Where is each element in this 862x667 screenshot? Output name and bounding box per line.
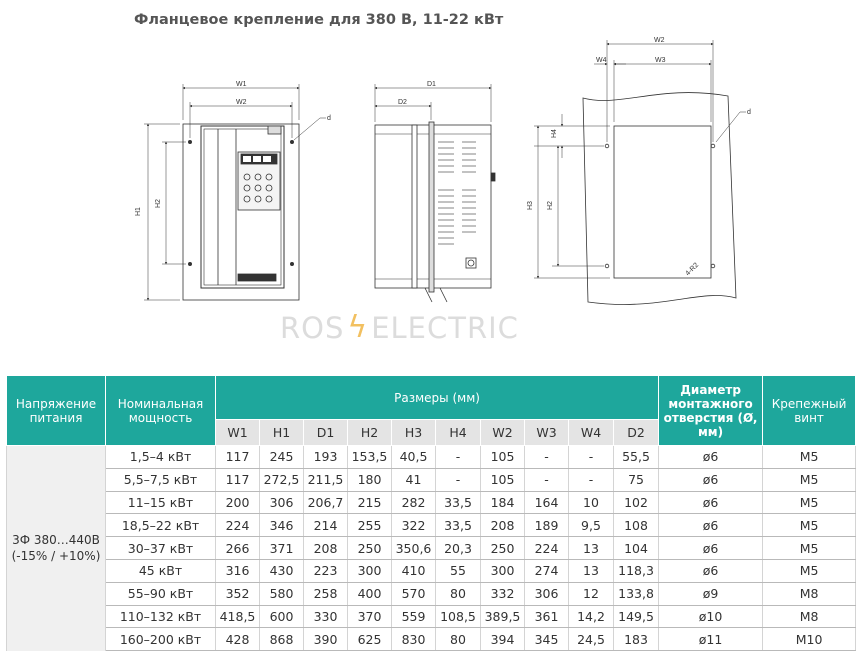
header-screw: Крепежный винт xyxy=(763,376,856,446)
table-row xyxy=(7,605,856,628)
screw-cell: M10 xyxy=(763,628,856,651)
label-h3: H3 xyxy=(527,201,534,210)
dim-cell-h1: 306 xyxy=(260,491,304,514)
dim-cell-w4: 13 xyxy=(569,559,614,582)
dim-cell-h3: 282 xyxy=(392,491,436,514)
dim-cell-h2: 153,5 xyxy=(348,446,392,469)
dim-cell-d1: 208 xyxy=(304,537,348,560)
diameter-cell: ø10 xyxy=(659,605,763,628)
dim-cell-w4: 9,5 xyxy=(569,514,614,537)
label-d1: D1 xyxy=(427,81,436,88)
dim-cell-w1: 316 xyxy=(216,559,260,582)
side-dimensions xyxy=(375,84,491,122)
dim-cell-d2: 104 xyxy=(614,537,659,560)
dim-cell-d2: 149,5 xyxy=(614,605,659,628)
dim-cell-h4: - xyxy=(436,446,481,469)
dim-header-w2: W2 xyxy=(481,420,525,446)
diameter-cell: ø11 xyxy=(659,628,763,651)
dim-cell-h3: 41 xyxy=(392,468,436,491)
dim-cell-w3: 306 xyxy=(525,582,569,605)
power-cell: 45 кВт xyxy=(106,559,216,582)
dim-cell-w3: 164 xyxy=(525,491,569,514)
watermark-left: ROS xyxy=(280,310,345,345)
label-w4: W4 xyxy=(596,57,607,64)
dim-cell-d1: 193 xyxy=(304,446,348,469)
dim-cell-h4: 33,5 xyxy=(436,514,481,537)
dim-header-w3: W3 xyxy=(525,420,569,446)
diameter-cell: ø6 xyxy=(659,537,763,560)
dim-cell-h4: 55 xyxy=(436,559,481,582)
page-title: Фланцевое крепление для 380 В, 11-22 кВт xyxy=(134,12,504,28)
table-row xyxy=(7,491,856,514)
screw-cell: M5 xyxy=(763,491,856,514)
power-cell: 5,5–7,5 кВт xyxy=(106,468,216,491)
dim-cell-h2: 400 xyxy=(348,582,392,605)
screw-cell: M8 xyxy=(763,605,856,628)
dim-cell-h1: 430 xyxy=(260,559,304,582)
voltage-group-cell: 3Ф 380…440В (-15% / +10%) xyxy=(7,446,106,651)
diameter-cell: ø6 xyxy=(659,468,763,491)
watermark-right: ELECTRIC xyxy=(371,310,519,345)
header-power: Номинальная мощность xyxy=(106,376,216,446)
label-d-cutout: d xyxy=(747,109,751,116)
header-sizes: Размеры (мм) xyxy=(216,376,659,420)
dim-cell-h1: 580 xyxy=(260,582,304,605)
dim-cell-w4: 10 xyxy=(569,491,614,514)
table-row xyxy=(7,446,856,469)
dim-cell-w4: - xyxy=(569,446,614,469)
label-corner-radius: 4-R2 xyxy=(684,261,701,278)
dim-cell-h4: 80 xyxy=(436,582,481,605)
dim-cell-h4: - xyxy=(436,468,481,491)
dim-header-h2: H2 xyxy=(348,420,392,446)
dim-cell-d2: 55,5 xyxy=(614,446,659,469)
dim-cell-h3: 559 xyxy=(392,605,436,628)
dim-cell-d1: 258 xyxy=(304,582,348,605)
dim-cell-h1: 272,5 xyxy=(260,468,304,491)
dim-cell-w3: 224 xyxy=(525,537,569,560)
dim-cell-h3: 830 xyxy=(392,628,436,651)
power-cell: 1,5–4 кВт xyxy=(106,446,216,469)
dim-cell-d2: 133,8 xyxy=(614,582,659,605)
screw-cell: M8 xyxy=(763,582,856,605)
dim-cell-d1: 390 xyxy=(304,628,348,651)
table-row xyxy=(7,559,856,582)
dim-cell-d2: 108 xyxy=(614,514,659,537)
side-view xyxy=(375,122,495,302)
label-h4: H4 xyxy=(551,129,558,138)
screw-cell: M5 xyxy=(763,446,856,469)
dim-header-w1: W1 xyxy=(216,420,260,446)
dim-cell-w1: 418,5 xyxy=(216,605,260,628)
dim-cell-d1: 223 xyxy=(304,559,348,582)
screw-cell: M5 xyxy=(763,514,856,537)
label-h2-cutout: H2 xyxy=(547,201,554,210)
diameter-cell: ø6 xyxy=(659,446,763,469)
dim-cell-d1: 214 xyxy=(304,514,348,537)
dim-cell-w1: 266 xyxy=(216,537,260,560)
dim-cell-h3: 570 xyxy=(392,582,436,605)
dim-cell-h3: 322 xyxy=(392,514,436,537)
dim-cell-w2: 105 xyxy=(481,446,525,469)
watermark xyxy=(280,310,519,345)
dim-cell-d1: 330 xyxy=(304,605,348,628)
screw-cell: M5 xyxy=(763,559,856,582)
label-d2: D2 xyxy=(398,99,407,106)
dim-cell-d2: 183 xyxy=(614,628,659,651)
power-cell: 160–200 кВт xyxy=(106,628,216,651)
dim-header-d1: D1 xyxy=(304,420,348,446)
diameter-cell: ø6 xyxy=(659,559,763,582)
dim-cell-w4: 13 xyxy=(569,537,614,560)
dim-cell-d2: 118,3 xyxy=(614,559,659,582)
dim-cell-d1: 211,5 xyxy=(304,468,348,491)
dim-cell-h2: 370 xyxy=(348,605,392,628)
front-view xyxy=(183,124,299,300)
dim-cell-h2: 300 xyxy=(348,559,392,582)
dim-cell-w4: 24,5 xyxy=(569,628,614,651)
diameter-cell: ø6 xyxy=(659,491,763,514)
dim-cell-w4: 14,2 xyxy=(569,605,614,628)
power-cell: 18,5–22 кВт xyxy=(106,514,216,537)
dim-cell-w3: 274 xyxy=(525,559,569,582)
power-cell: 55–90 кВт xyxy=(106,582,216,605)
dim-cell-w2: 105 xyxy=(481,468,525,491)
table-row xyxy=(7,628,856,651)
screw-cell: M5 xyxy=(763,537,856,560)
header-voltage: Напряжение питания xyxy=(7,376,106,446)
dim-cell-h4: 33,5 xyxy=(436,491,481,514)
label-h1: H1 xyxy=(135,207,142,216)
dim-cell-w3: 345 xyxy=(525,628,569,651)
dim-cell-d1: 206,7 xyxy=(304,491,348,514)
label-h2: H2 xyxy=(155,199,162,208)
dim-header-h1: H1 xyxy=(260,420,304,446)
dim-cell-w2: 184 xyxy=(481,491,525,514)
dim-cell-h2: 250 xyxy=(348,537,392,560)
dim-header-d2: D2 xyxy=(614,420,659,446)
table-row xyxy=(7,468,856,491)
dim-cell-w4: 12 xyxy=(569,582,614,605)
dim-cell-h3: 40,5 xyxy=(392,446,436,469)
dim-cell-h2: 180 xyxy=(348,468,392,491)
power-cell: 30–37 кВт xyxy=(106,537,216,560)
dimensions-table xyxy=(6,375,855,651)
dim-cell-w2: 389,5 xyxy=(481,605,525,628)
dim-cell-w3: - xyxy=(525,446,569,469)
power-cell: 110–132 кВт xyxy=(106,605,216,628)
dim-header-h4: H4 xyxy=(436,420,481,446)
label-w2: W2 xyxy=(236,99,247,106)
dim-header-w4: W4 xyxy=(569,420,614,446)
header-diameter: Диаметр монтажного отверстия (Ø, мм) xyxy=(659,376,763,446)
dim-cell-w2: 208 xyxy=(481,514,525,537)
dim-cell-w1: 352 xyxy=(216,582,260,605)
dim-cell-w3: 189 xyxy=(525,514,569,537)
dim-header-h3: H3 xyxy=(392,420,436,446)
label-d-front: d xyxy=(327,115,331,122)
dim-cell-h3: 410 xyxy=(392,559,436,582)
dim-cell-w2: 300 xyxy=(481,559,525,582)
dim-cell-h3: 350,6 xyxy=(392,537,436,560)
label-w2-cutout: W2 xyxy=(654,37,665,44)
table-row xyxy=(7,537,856,560)
table-body xyxy=(7,446,856,651)
dim-cell-w1: 428 xyxy=(216,628,260,651)
dim-cell-w2: 394 xyxy=(481,628,525,651)
dim-cell-w3: - xyxy=(525,468,569,491)
dim-cell-w4: - xyxy=(569,468,614,491)
dim-cell-h2: 215 xyxy=(348,491,392,514)
dim-cell-h1: 371 xyxy=(260,537,304,560)
label-w1: W1 xyxy=(236,81,247,88)
dim-cell-w2: 250 xyxy=(481,537,525,560)
dim-cell-h2: 255 xyxy=(348,514,392,537)
dim-cell-w1: 224 xyxy=(216,514,260,537)
dim-cell-h1: 600 xyxy=(260,605,304,628)
dim-cell-d2: 102 xyxy=(614,491,659,514)
diameter-cell: ø6 xyxy=(659,514,763,537)
power-cell: 11–15 кВт xyxy=(106,491,216,514)
screw-cell: M5 xyxy=(763,468,856,491)
lightning-icon: ϟ xyxy=(347,310,369,345)
dim-cell-w1: 200 xyxy=(216,491,260,514)
dim-cell-w2: 332 xyxy=(481,582,525,605)
dim-cell-h1: 346 xyxy=(260,514,304,537)
dim-cell-d2: 75 xyxy=(614,468,659,491)
dim-cell-h2: 625 xyxy=(348,628,392,651)
dim-cell-w1: 117 xyxy=(216,446,260,469)
table-row xyxy=(7,582,856,605)
dim-cell-h4: 80 xyxy=(436,628,481,651)
dim-cell-w1: 117 xyxy=(216,468,260,491)
diameter-cell: ø9 xyxy=(659,582,763,605)
label-w3: W3 xyxy=(655,57,666,64)
dim-cell-h4: 108,5 xyxy=(436,605,481,628)
dim-cell-h4: 20,3 xyxy=(436,537,481,560)
dim-cell-h1: 868 xyxy=(260,628,304,651)
table-row xyxy=(7,514,856,537)
dim-cell-h1: 245 xyxy=(260,446,304,469)
dim-cell-w3: 361 xyxy=(525,605,569,628)
